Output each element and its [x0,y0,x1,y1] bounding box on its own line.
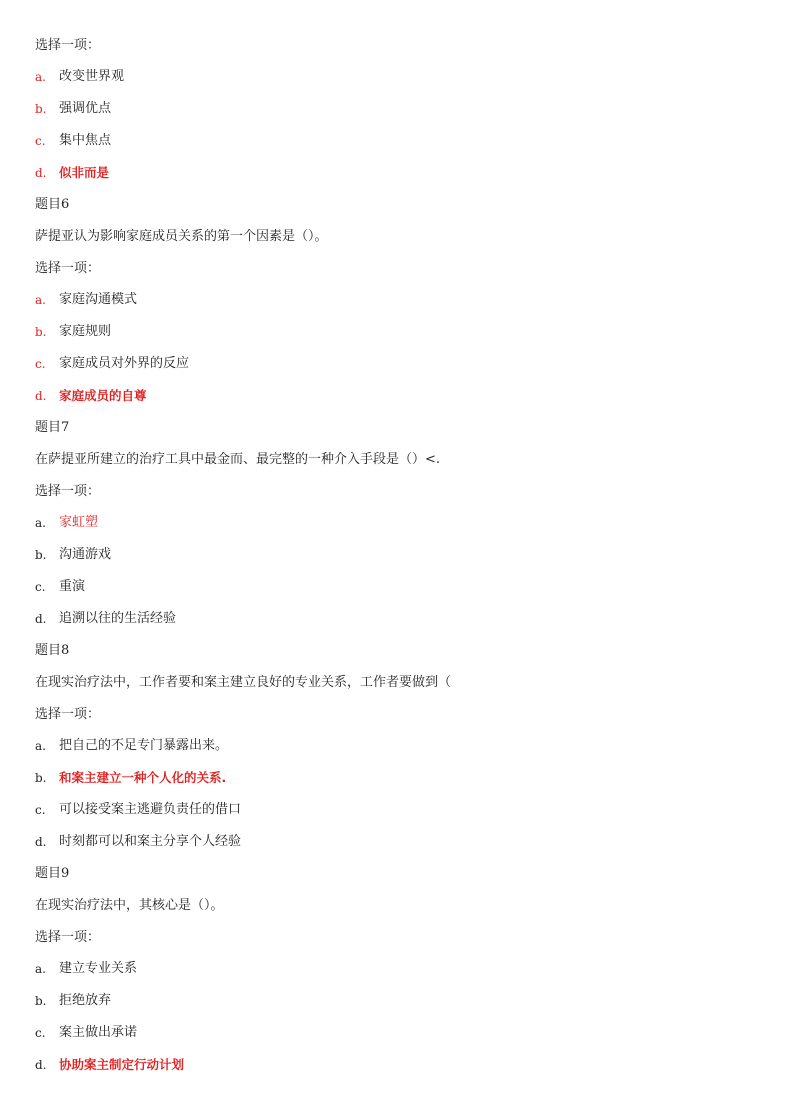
option-b-answer[interactable] [35,770,226,786]
question-title: 题目7 [35,420,70,435]
option-letter: b. [35,325,47,339]
option-letter: c. [35,134,46,148]
option-letter: d. [35,166,47,180]
option-letter: d. [35,389,47,403]
choose-one-prompt: 选择一项： [35,261,101,276]
option-b[interactable] [35,993,111,1009]
option-letter: b. [35,548,47,562]
question-text: 在现实治疗法中，其核心是（）。 [35,898,224,913]
option-b[interactable] [35,324,111,340]
option-a[interactable] [35,292,137,308]
option-text: 似非而是 [59,165,110,180]
option-a[interactable] [35,69,124,85]
option-c[interactable] [35,356,189,372]
option-a[interactable] [35,961,137,977]
option-text: 家虹塑 [59,515,99,530]
choose-one-prompt: 选择一项： [35,484,101,499]
option-text: 和案主建立一种个人化的关系. [59,770,227,785]
option-letter: d. [35,1058,47,1072]
option-text: 家庭沟通模式 [59,292,138,307]
option-d-answer[interactable] [35,1057,184,1073]
question-text: 在萨提亚所建立的治疗工具中最金而、最完整的一种介入手段是（）<. [35,452,441,467]
option-b[interactable] [35,101,111,117]
option-text: 可以接受案主逃避负责任的借口 [59,802,242,817]
option-text: 追溯以往的生活经验 [59,611,177,626]
option-letter: d. [35,835,47,849]
question-title: 题目6 [35,197,70,212]
option-text: 沟通游戏 [59,547,112,562]
option-text: 强调优点 [59,101,112,116]
question-title: 题目8 [35,643,70,658]
option-letter: c. [35,1026,46,1040]
option-b[interactable] [35,547,111,563]
option-text: 家庭成员对外界的反应 [59,356,190,371]
option-c[interactable] [35,133,111,149]
option-d[interactable] [35,611,176,627]
option-letter: c. [35,803,46,817]
option-text: 重演 [59,579,86,594]
option-letter: c. [35,357,46,371]
option-letter: a. [35,962,46,976]
choose-one-prompt: 选择一项： [35,38,101,53]
option-a-answer[interactable] [35,515,98,531]
option-text: 集中焦点 [59,133,112,148]
choose-one-prompt: 选择一项： [35,707,101,722]
option-text: 改变世界观 [59,69,125,84]
option-a[interactable] [35,738,228,754]
option-letter: a. [35,516,46,530]
option-c[interactable] [35,1025,137,1041]
option-text: 家庭规则 [59,324,112,339]
option-text: 协助案主制定行动计划 [59,1057,185,1072]
choose-one-prompt: 选择一项： [35,930,101,945]
option-text: 建立专业关系 [59,961,138,976]
option-text: 案主做出承诺 [59,1025,138,1040]
question-text: 萨提亚认为影响家庭成员关系的第一个因素是（）。 [35,229,328,244]
option-d[interactable] [35,834,241,850]
question-title: 题目9 [35,866,70,881]
option-letter: c. [35,580,46,594]
option-letter: a. [35,293,46,307]
option-letter: b. [35,771,47,785]
option-text: 时刻都可以和案主分享个人经验 [59,834,242,849]
option-letter: a. [35,70,46,84]
option-c[interactable] [35,579,85,595]
question-text: 在现实治疗法中，工作者要和案主建立良好的专业关系，工作者要做到（ [35,675,452,690]
option-text: 把自己的不足专门暴露出来。 [59,738,229,753]
option-text: 拒绝放弃 [59,993,112,1008]
option-c[interactable] [35,802,241,818]
option-letter: a. [35,739,46,753]
option-letter: d. [35,612,47,626]
option-text: 家庭成员的自尊 [59,388,147,403]
option-letter: b. [35,102,47,116]
option-letter: b. [35,994,47,1008]
option-d-answer[interactable] [35,388,147,404]
option-d-answer[interactable] [35,165,109,181]
